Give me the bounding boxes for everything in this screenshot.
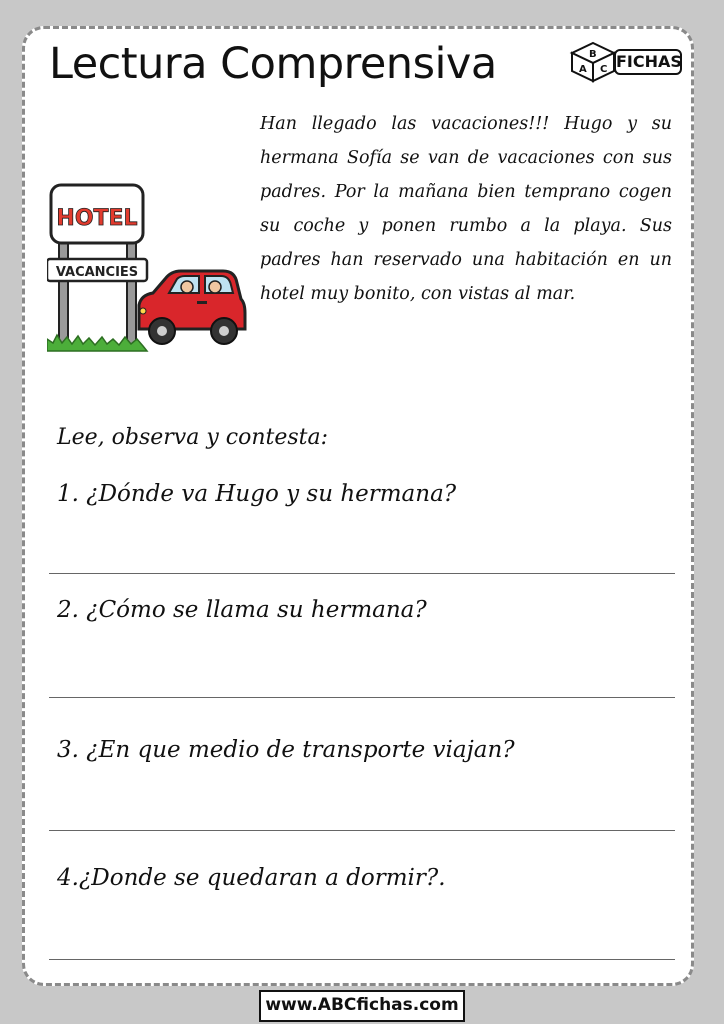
question-3: 3. ¿En que medio de transporte viajan? — [57, 737, 515, 763]
cube-letter-a: A — [579, 64, 587, 75]
instruction-text: Lee, observa y contesta: — [57, 425, 329, 450]
worksheet — [22, 26, 694, 986]
abc-cube-icon — [568, 41, 618, 83]
answer-line-3[interactable] — [49, 830, 675, 831]
question-1: 1. ¿Dónde va Hugo y su hermana? — [57, 481, 457, 507]
vacancies-sign-text: VACANCIES — [55, 265, 139, 280]
logo-brand-text: FICHAS — [614, 49, 682, 75]
abcfichas-logo — [568, 41, 686, 83]
footer-website-link[interactable]: www.ABCfichas.com — [259, 990, 465, 1022]
hotel-sign-text: HOTEL — [56, 206, 138, 231]
page-title: Lectura Comprensiva — [49, 39, 497, 89]
question-2: 2. ¿Cómo se llama su hermana? — [57, 597, 427, 623]
answer-line-1[interactable] — [49, 573, 675, 574]
cube-letter-b: B — [589, 49, 597, 60]
cube-letter-c: C — [600, 64, 608, 75]
question-4: 4.¿Donde se quedaran a dormir?. — [57, 865, 446, 891]
answer-line-2[interactable] — [49, 697, 675, 698]
hotel-car-illustration — [47, 179, 252, 359]
answer-line-4[interactable] — [49, 959, 675, 960]
story-text: Han llegado las vacaciones!!! Hugo y su hermana Sofía se van de vacaciones con sus padres. Por la mañana bien temprano cogen su coche y ponen rumbo a la playa. Sus padres han reservado una habitación en un hotel muy bonito, con vistas al mar. — [260, 114, 672, 304]
